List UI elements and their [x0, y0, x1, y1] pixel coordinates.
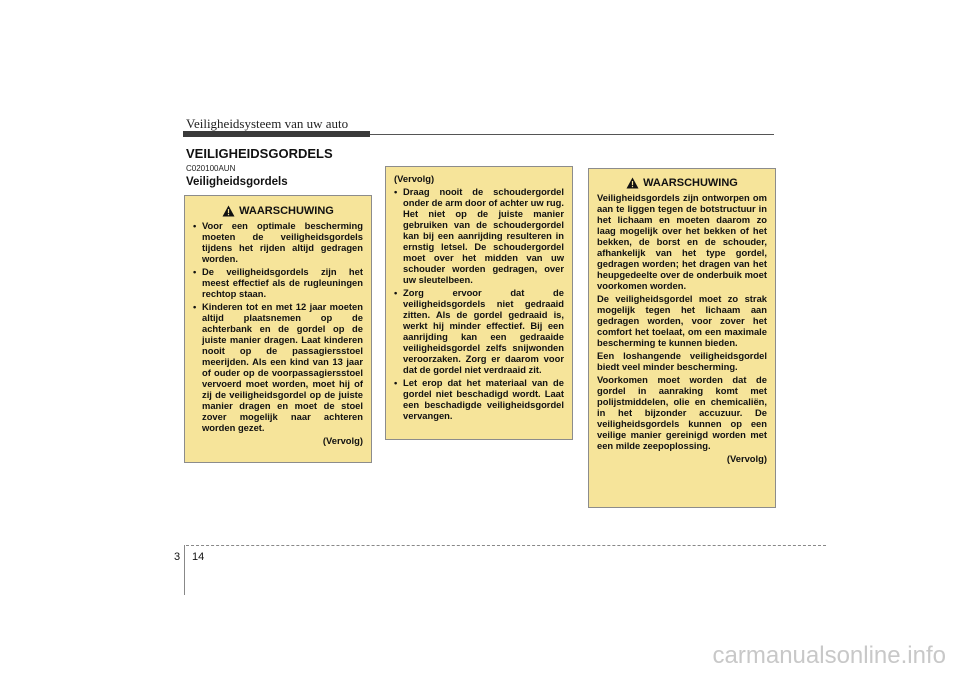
- list-item: • Voor een optimale bescherming moeten de veiligheidsgordels tijdens het rijden altijd gedragen worden.: [193, 220, 363, 264]
- header-rule: [370, 134, 774, 135]
- footer-rule: [186, 545, 826, 546]
- watermark: carmanualsonline.info: [712, 642, 946, 669]
- list-item: • Zorg ervoor dat de veiligheidsgordels niet gedraaid zitten. Als de gordel gedraaid is, werkt hij minder effectief. Bij een aanrijding kan een gedraaide veiligheidsgordel zelfs snijwonden veroorzaken. Zorg er daarom voor dat de gordel niet verdraaid zit.: [394, 287, 564, 375]
- chapter-number: 3: [174, 551, 181, 563]
- header-bar: [183, 131, 370, 137]
- section-subtitle: Veiligheidsgordels: [186, 176, 288, 188]
- warning-triangle-icon: [626, 177, 639, 189]
- continued-label: (Vervolg): [322, 435, 363, 446]
- warning-box-3: [588, 168, 776, 508]
- list-item: • De veiligheidsgordels zijn het meest effectief als de rugleuningen rechtop staan.: [193, 266, 363, 299]
- warning-paragraph: De veiligheidsgordel moet zo strak mogelijk tegen het lichaam aan gedragen worden, voor zover het comfort het toelaat, om een maximale bescherming te kunnen bieden.: [597, 293, 767, 348]
- warning-heading-text: WAARSCHUWING: [643, 176, 738, 189]
- warning-list: [394, 186, 564, 421]
- warning-paragraph: Veiligheidsgordels zijn ontworpen om aan te liggen tegen de botstructuur in het lichaam en moeten daarom zo laag mogelijk over het bekken of het bekken, de borst en de schouder, afhankelijk van het type gordel, gedragen worden; het dragen van het heupgedeelte over de onderbuik moet voorkomen worden.: [597, 192, 767, 291]
- warning-box-1: [184, 195, 372, 463]
- continued-from-label: (Vervolg): [394, 173, 435, 184]
- warning-box-2: [385, 166, 573, 440]
- warning-paragraph: Een loshangende veiligheidsgordel biedt veel minder bescherming.: [597, 350, 767, 372]
- section-title: VEILIGHEIDSGORDELS: [186, 146, 333, 161]
- list-item: • Kinderen tot en met 12 jaar moeten altijd plaatsnemen op de achterbank en de gordel op de juiste manier dragen. Laat kinderen nooit op de passagiersstoel meerijden. Als een kind van 13 jaar of ouder op de voorpassagiersstoel vervoerd moet worden, moet hij of zij de veiligheidsgordel op de juiste manier dragen en moet de stoel zover mogelijk naar achteren worden gezet.: [193, 301, 363, 433]
- warning-triangle-icon: [222, 205, 235, 217]
- warning-heading: [193, 205, 363, 217]
- warning-heading-text: WAARSCHUWING: [239, 204, 334, 217]
- warning-heading: [597, 177, 767, 189]
- section-code: C020100AUN: [186, 164, 236, 173]
- list-item: • Draag nooit de schoudergordel onder de arm door of achter uw rug. Het niet op de juiste manier gebruiken van de schoudergordel kan bij een aanrijding resulteren in ernstig letsel. De schoudergordel moet over het midden van uw schouder worden gedragen, over uw sleutelbeen.: [394, 186, 564, 285]
- running-header: Veiligheidsysteem van uw auto: [186, 116, 349, 131]
- warning-list: [193, 220, 363, 433]
- list-item: • Let erop dat het materiaal van de gordel niet beschadigd wordt. Laat een beschadigde veiligheidsgordel vervangen.: [394, 377, 564, 421]
- continued-label: (Vervolg): [726, 453, 767, 464]
- warning-paragraph: Voorkomen moet worden dat de gordel in aanraking komt met polijstmiddelen, olie en chemicaliën, in het bijzonder accuzuur. De veiligheidsgordels kunnen op een veilige manier gereinigd worden met een milde zeepoplossing.: [597, 374, 767, 451]
- page-number: 14: [192, 551, 205, 563]
- footer-divider: [184, 545, 185, 595]
